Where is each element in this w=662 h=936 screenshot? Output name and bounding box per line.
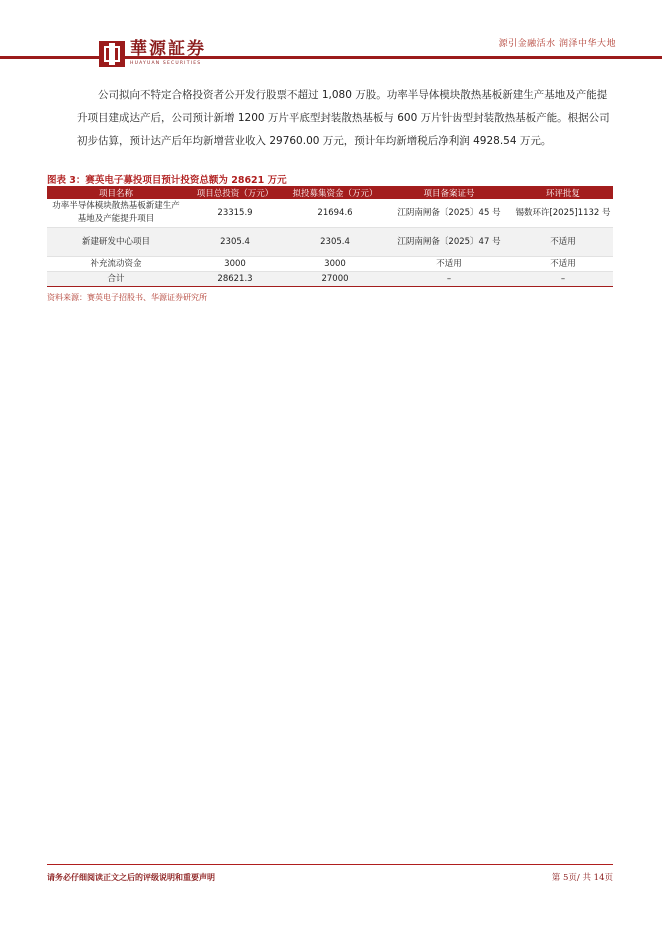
cell-raised-funds: 3000	[285, 257, 385, 272]
table-total-row	[47, 272, 613, 287]
cell-total-investment: 3000	[185, 257, 285, 272]
table-header-row	[47, 186, 613, 199]
cell-eia-approval: 锡数环许[2025]1132 号	[513, 199, 613, 228]
cell-raised-funds: 21694.6	[285, 199, 385, 228]
cell-total-investment: 28621.3	[185, 272, 285, 287]
footer-rule	[47, 864, 613, 865]
cell-project-name: 功率半导体模块散热基板新建生产基地及产能提升项目	[47, 199, 185, 228]
cell-filing-number: 江阴南闸备〔2025〕45 号	[385, 199, 513, 228]
cell-eia-approval: –	[513, 272, 613, 287]
cell-raised-funds: 2305.4	[285, 228, 385, 257]
col-header-raised-funds: 拟投募集资金（万元）	[285, 186, 385, 199]
col-header-project-name: 项目名称	[47, 186, 185, 199]
cell-project-name: 新建研发中心项目	[47, 228, 185, 257]
cell-filing-number: 不适用	[385, 257, 513, 272]
investment-table	[47, 186, 613, 287]
table-row	[47, 257, 613, 272]
figure-title: 图表 3：赛英电子募投项目预计投资总额为 28621 万元	[47, 175, 287, 186]
cell-project-name: 合计	[47, 272, 185, 287]
brand-mark-icon	[99, 41, 125, 67]
cell-raised-funds: 27000	[285, 272, 385, 287]
brand-logo	[99, 38, 206, 72]
cell-total-investment: 23315.9	[185, 199, 285, 228]
cell-filing-number: –	[385, 272, 513, 287]
cell-eia-approval: 不适用	[513, 257, 613, 272]
cell-filing-number: 江阴南闸备〔2025〕47 号	[385, 228, 513, 257]
cell-project-name: 补充流动资金	[47, 257, 185, 272]
page-header	[0, 0, 662, 75]
brand-name: 華源証券	[130, 39, 206, 59]
col-header-eia-approval: 环评批复	[513, 186, 613, 199]
body-paragraph-block	[77, 84, 617, 153]
table-row	[47, 228, 613, 257]
cell-total-investment: 2305.4	[185, 228, 285, 257]
col-header-total-investment: 项目总投资（万元）	[185, 186, 285, 199]
footer-disclaimer: 请务必仔细阅读正文之后的评级说明和重要声明	[47, 872, 215, 882]
header-slogan: 源引金融活水 润泽中华大地	[498, 39, 616, 49]
figure-source: 资料来源：赛英电子招股书、华源证券研究所	[47, 293, 207, 302]
brand-name-en: HUAYUAN SECURITIES	[130, 61, 202, 66]
table-row	[47, 199, 613, 228]
body-paragraph: 公司拟向不特定合格投资者公开发行股票不超过 1,080 万股。功率半导体模块散热基板新建生产基地及产能提升项目建成达产后，公司预计新增 1200 万片平底型封装散热基板与 600 万片针齿型封装散热基板产能。根据公司初步估算，预计达产后年均新增营业收入 29760.00 万元，预计年均新增税后净利润 4928.54 万元。	[77, 89, 610, 147]
col-header-filing-number: 项目备案证号	[385, 186, 513, 199]
page-number: 第 5页/ 共 14页	[551, 873, 613, 883]
cell-eia-approval: 不适用	[513, 228, 613, 257]
